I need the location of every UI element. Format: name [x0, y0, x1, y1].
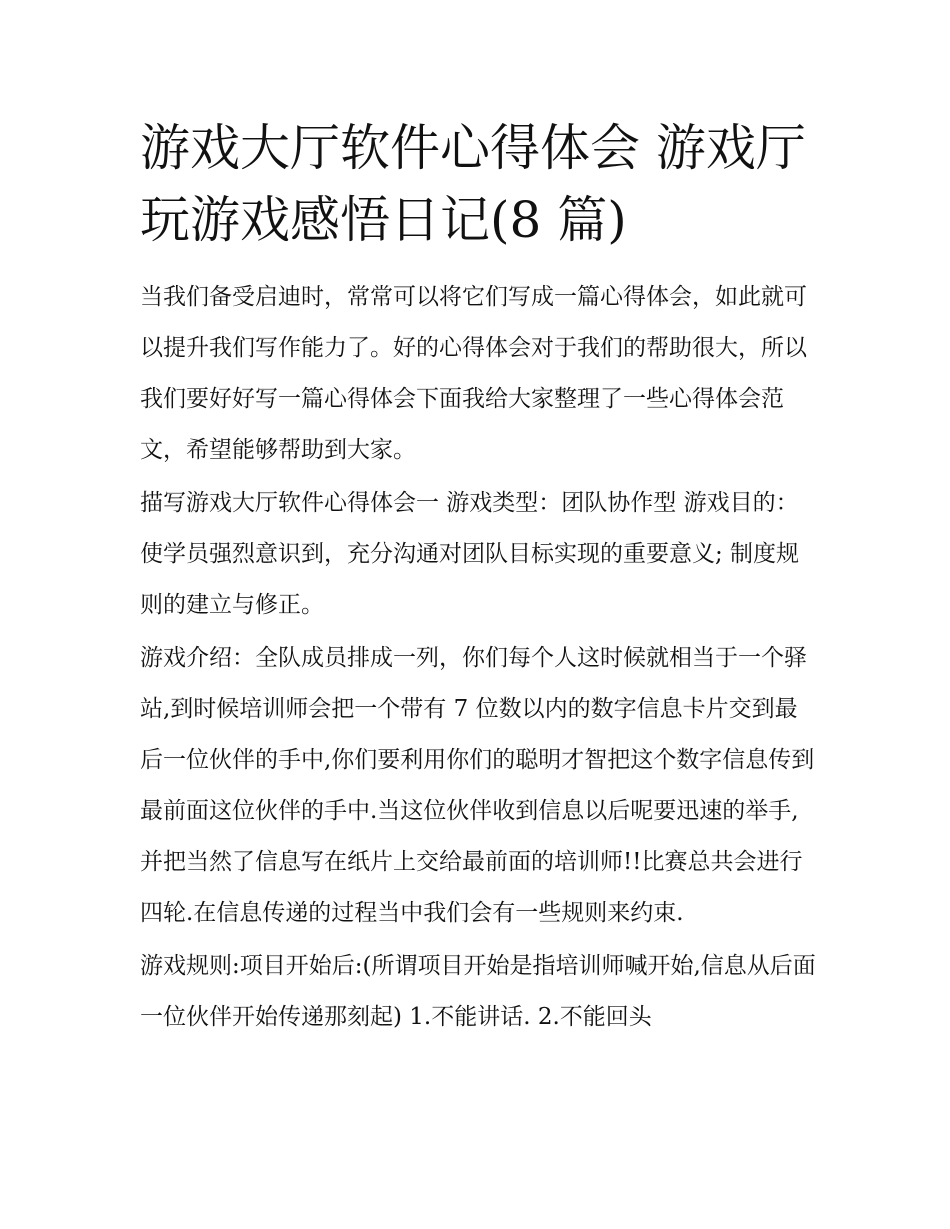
document-body — [140, 272, 820, 1043]
game-type-paragraph: 描写游戏大厅软件心得体会一 游戏类型：团队协作型 游戏目的：使学员强烈意识到，充分沟通对团队目标实现的重要意义; 制度规则的建立与修正。 — [140, 490, 800, 618]
document-page — [140, 112, 820, 1045]
game-rules-paragraph: 游戏规则:项目开始后:(所谓项目开始是指培训师喊开始,信息从后面一位伙伴开始传递那刻起) 1.不能讲话. 2.不能回头 — [140, 953, 816, 1030]
intro-paragraph: 当我们备受启迪时，常常可以将它们写成一篇心得体会，如此就可以提升我们写作能力了。好的心得体会对于我们的帮助很大，所以我们要好好写一篇心得体会下面我给大家整理了一些心得体会范文，希望能够帮助到大家。 — [140, 284, 807, 463]
document-title: 游戏大厅软件心得体会 游戏厅玩游戏感悟日记(8 篇) — [140, 119, 806, 249]
game-introduction-paragraph: 游戏介绍：全队成员排成一列，你们每个人这时候就相当于一个驿站,到时候培训师会把一个带有 7 位数以内的数字信息卡片交到最后一位伙伴的手中,你们要利用你们的聪明才智把这个数字信息传到最前面这位伙伴的手中.当这位伙伴收到信息以后呢要迅速的举手,并把当然了信息写在纸片上交给最前面的培训师!!比赛总共会进行四轮.在信息传递的过程当中我们会有一些规则来约束. — [140, 645, 815, 926]
